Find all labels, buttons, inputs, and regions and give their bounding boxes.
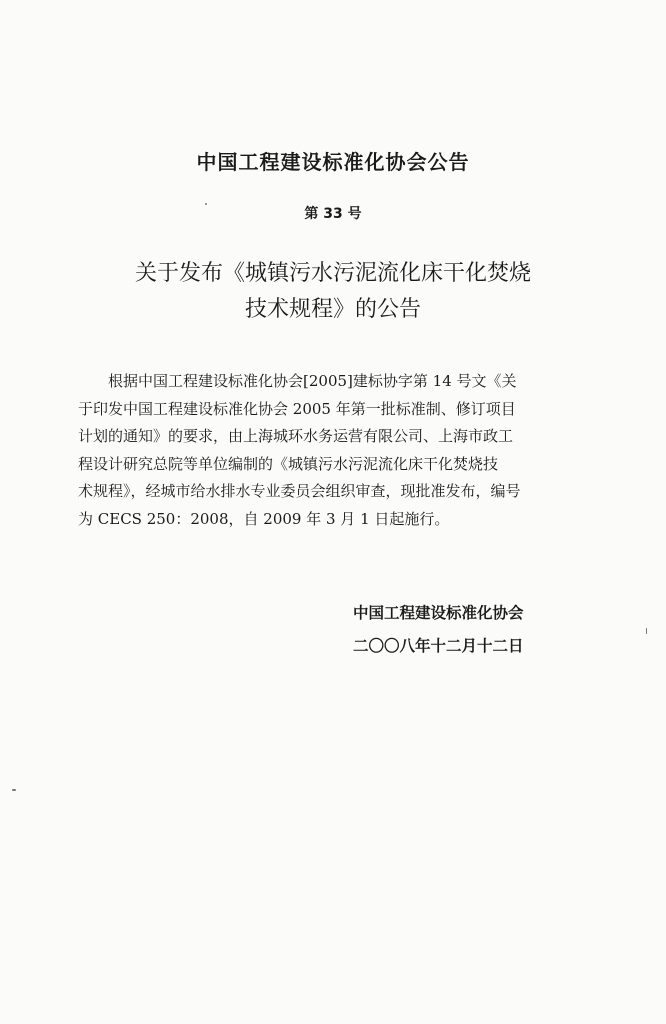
body-line: 术规程》，经城市给水排水专业委员会组织审查，现批准发布，编号 [78,482,521,500]
body-line: 程设计研究总院等单位编制的《城镇污水污泥流化床干化焚烧技 [78,454,499,473]
announcement-title: 中国工程建设标准化协会公告 [196,150,470,174]
signature-organization: 中国工程建设标准化协会 [353,604,524,622]
signature-block [353,597,524,663]
scan-speck [646,628,647,634]
signature-date: 二〇〇八年十二月十二日 [353,637,524,655]
announcement-number: 第 33 号 [304,206,362,222]
scan-speck [12,789,16,791]
subject-line-2: 技术规程》的公告 [244,297,421,322]
announcement-subject [0,256,666,328]
scan-speck [205,203,207,205]
body-line: 根据中国工程建设标准化协会[2005]建标协字第 14 号文《关 [108,372,517,390]
body-line: 计划的通知》的要求，由上海城环水务运营有限公司、上海市政工 [78,427,514,445]
announcement-body [78,368,588,533]
body-line: 于印发中国工程建设标准化协会 2005 年第一批标准制、修订项目 [78,399,516,418]
subject-line-1: 关于发布《城镇污水污泥流化床干化焚烧 [134,261,531,286]
body-line: 为 CECS 250：2008，自 2009 年 3 月 1 日起施行。 [78,509,450,528]
